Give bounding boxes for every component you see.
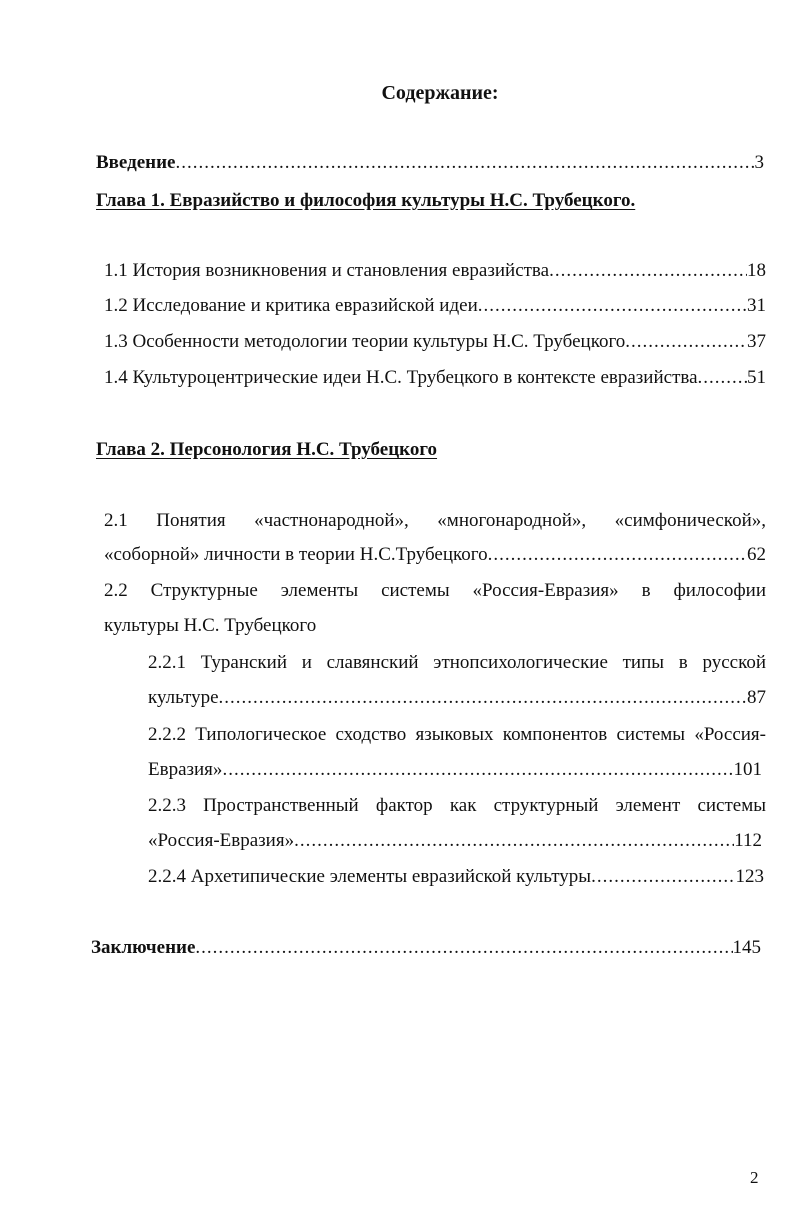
toc-page: 87 <box>747 687 766 708</box>
page-number: 2 <box>750 1168 759 1187</box>
toc-label: 1.1 История возникновения и становления евразийства <box>104 260 550 281</box>
toc-entry-intro[interactable] <box>96 152 764 174</box>
toc-page: 37 <box>747 331 766 352</box>
toc-entry-2-2-1-line1[interactable]: 2.2.1 Туранский и славянский этнопсихологические типы в русской <box>148 652 766 673</box>
toc-label: 1.2 Исследование и критика евразийской идеи <box>104 295 478 316</box>
leader-dots <box>488 544 747 566</box>
leader-dots <box>294 830 734 852</box>
toc-entry-2-2-3[interactable] <box>148 830 762 852</box>
toc-entry-2-2-line1[interactable]: 2.2 Структурные элементы системы «Россия-Евразия» в философии <box>104 580 766 601</box>
toc-entry-1-1[interactable] <box>104 260 766 282</box>
toc-label: Введение <box>96 152 176 173</box>
toc-page: 123 <box>735 866 764 887</box>
leader-dots <box>219 687 747 709</box>
toc-entry-1-2[interactable] <box>104 295 766 317</box>
leader-dots <box>176 152 755 174</box>
toc-page: 101 <box>733 759 762 780</box>
toc-page: 31 <box>747 295 766 316</box>
leader-dots <box>591 866 735 888</box>
toc-entry-conclusion[interactable] <box>91 937 761 959</box>
toc-entry-2-1[interactable] <box>104 544 766 566</box>
toc-page: 51 <box>747 367 766 388</box>
toc-entry-1-3[interactable] <box>104 331 766 353</box>
toc-label: культуре <box>148 687 219 708</box>
leader-dots <box>478 295 747 317</box>
toc-page: 62 <box>747 544 766 565</box>
toc-entry-2-2-3-line1[interactable]: 2.2.3 Пространственный фактор как структурный элемент системы <box>148 795 766 816</box>
toc-page: 18 <box>747 260 766 281</box>
toc-label: «Россия-Евразия» <box>148 830 295 851</box>
leader-dots <box>549 260 747 282</box>
toc-entry-2-2-4[interactable] <box>148 866 764 888</box>
toc-page: 3 <box>754 152 764 173</box>
toc-entry-1-4[interactable] <box>104 367 766 389</box>
toc-page: 112 <box>734 830 762 851</box>
leader-dots <box>698 367 747 389</box>
leader-dots <box>625 331 747 353</box>
leader-dots <box>222 759 733 781</box>
toc-label: 2.2.4 Архетипические элементы евразийской культуры <box>148 866 592 887</box>
toc-label: Евразия» <box>148 759 223 780</box>
toc-entry-2-2-1[interactable] <box>148 687 766 709</box>
toc-entry-2-2-2-line1[interactable]: 2.2.2 Типологическое сходство языковых компонентов системы «Россия- <box>148 724 766 745</box>
toc-label: 1.4 Культуроцентрические идеи Н.С. Трубецкого в контексте евразийства <box>104 367 698 388</box>
page-title: Содержание: <box>381 82 499 104</box>
toc-entry-2-1-line1[interactable]: 2.1 Понятия «частнонародной», «многонародной», «симфонической», <box>104 510 766 531</box>
toc-label: «соборной» личности в теории Н.С.Трубецкого <box>104 544 488 565</box>
toc-page: 145 <box>732 937 761 958</box>
toc-entry-2-2-line2[interactable]: культуры Н.С. Трубецкого <box>104 615 317 636</box>
leader-dots <box>195 937 732 959</box>
toc-label: 1.3 Особенности методологии теории культуры Н.С. Трубецкого <box>104 331 626 352</box>
toc-label: Заключение <box>91 937 196 958</box>
chapter-2-heading[interactable]: Глава 2. Персонология Н.С. Трубецкого <box>96 439 438 460</box>
chapter-1-heading[interactable]: Глава 1. Евразийство и философия культуры Н.С. Трубецкого. <box>96 190 636 211</box>
toc-entry-2-2-2[interactable] <box>148 759 762 781</box>
